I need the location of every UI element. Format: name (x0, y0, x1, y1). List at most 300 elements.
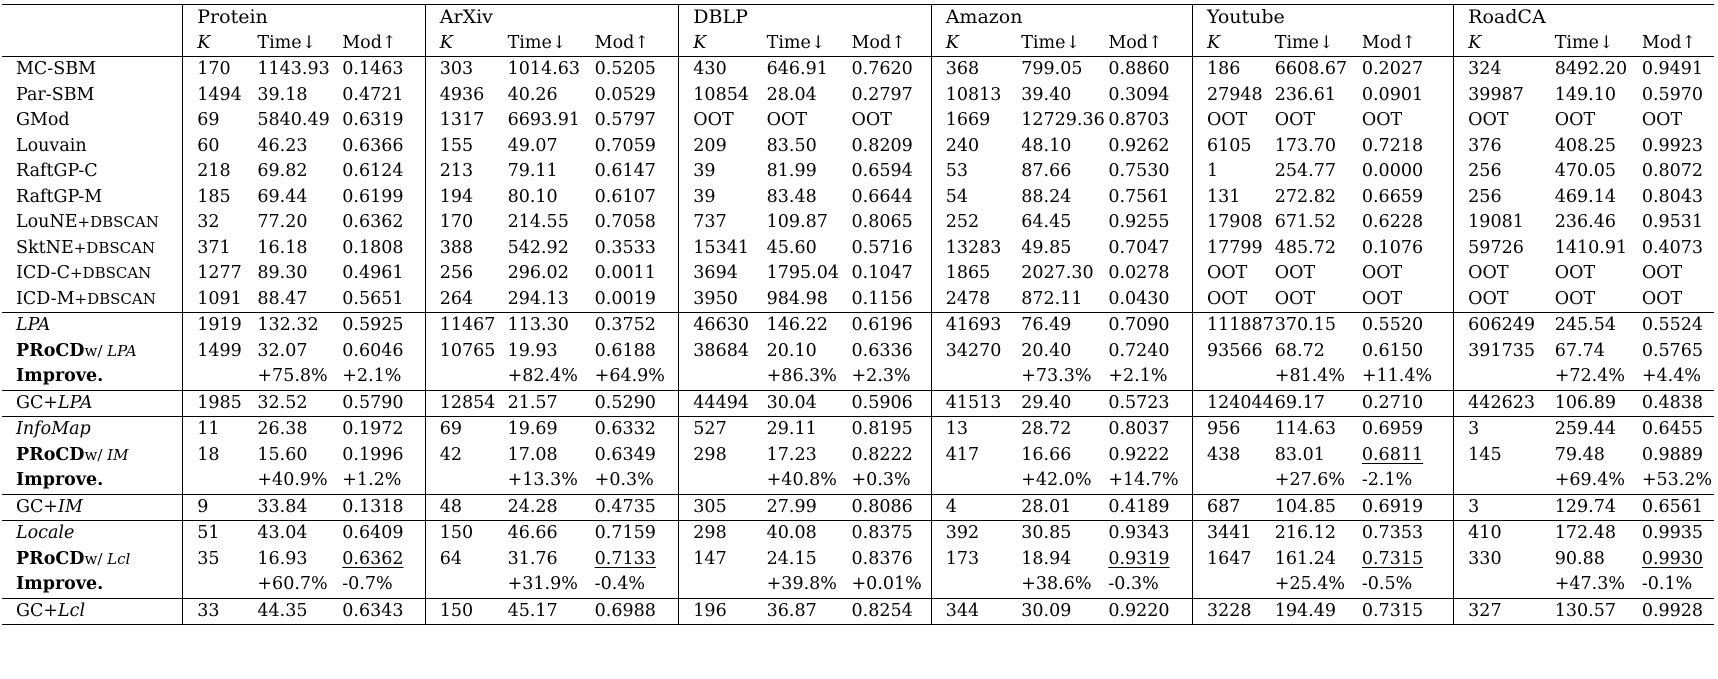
table-cell: 0.0529 (581, 83, 679, 109)
procd-row (2, 443, 1714, 469)
results-table (2, 4, 1714, 625)
table-cell: 53 (945, 161, 968, 181)
table-cell: 298 (693, 444, 727, 465)
method-name (2, 468, 183, 494)
table-cell: 48.10 (1021, 135, 1072, 156)
table-cell: 0.6362 (328, 547, 425, 573)
table-cell: +40.9% (257, 470, 328, 490)
k-header: K (1192, 31, 1260, 57)
table-cell: 32.07 (257, 340, 308, 361)
table-cell: 0.7620 (838, 57, 932, 83)
table-cell: 15.60 (257, 444, 308, 465)
table-cell: 16.93 (257, 548, 308, 569)
table-cell: 0.2710 (1348, 390, 1454, 417)
table-cell: 39 (693, 161, 716, 181)
table-cell: 687 (1192, 494, 1260, 521)
table-cell: 213 (439, 161, 474, 181)
method-suffix: +DBSCAN (74, 289, 156, 308)
table-cell: 0.7090 (1094, 313, 1192, 339)
table-cell: 10854 (693, 84, 749, 105)
table-cell: 1669 (945, 110, 991, 130)
table-cell: 21.57 (494, 390, 581, 417)
table-cell: 0.6046 (328, 339, 425, 365)
table-cell: 470.05 (1554, 161, 1616, 181)
method-label: Improve. (16, 574, 104, 594)
table-cell: 324 (1468, 59, 1502, 79)
table-cell: +2.3% (838, 364, 932, 390)
table-cell: 15341 (693, 237, 749, 258)
gc-row (2, 494, 1714, 521)
table-cell: 145 (1468, 444, 1502, 465)
table-cell: 186 (1206, 59, 1241, 79)
table-cell: 0.8065 (838, 210, 932, 236)
mod-header: Mod↑ (581, 31, 679, 57)
table-cell: 0.6196 (838, 313, 932, 339)
table-cell: +14.7% (1094, 468, 1192, 494)
table-cell: 26.38 (243, 417, 328, 443)
table-cell: 9 (183, 494, 244, 521)
table-cell: 149.10 (1554, 84, 1616, 105)
method-label: LPA (58, 392, 93, 413)
dataset-header-roadca: RoadCA (1454, 5, 1714, 31)
method-name (2, 83, 183, 109)
table-cell: 0.5723 (1094, 390, 1192, 417)
table-cell: 254.77 (1274, 161, 1337, 181)
table-cell: 90.88 (1554, 548, 1605, 569)
table-cell: 430 (693, 59, 727, 79)
table-cell: 170 (439, 212, 474, 232)
table-cell: OOT (693, 110, 734, 130)
table-cell: 0.6594 (838, 159, 932, 185)
table-cell: 54 (945, 186, 968, 207)
table-cell: 1143.93 (257, 59, 330, 79)
table-cell: +0.01% (838, 572, 932, 598)
table-cell: 16.66 (1021, 444, 1072, 465)
table-cell: 83.50 (766, 135, 817, 156)
table-cell: 11 (183, 417, 244, 443)
table-cell: 35 (197, 548, 220, 569)
table-cell (1192, 572, 1260, 598)
table-cell: 39.18 (257, 84, 308, 105)
table-cell: 0.9930 (1641, 548, 1704, 569)
method-name (2, 210, 183, 236)
method-label: PRoCD (16, 340, 85, 361)
table-cell: 39.40 (1021, 84, 1072, 105)
table-cell (183, 364, 244, 390)
table-cell: 28.01 (1007, 494, 1094, 521)
table-cell: 344 (931, 598, 1007, 625)
table-cell: 13 (931, 417, 1007, 443)
table-cell: OOT (1468, 288, 1509, 309)
method-name (2, 598, 183, 625)
table-cell: 469.14 (1554, 186, 1616, 207)
table-cell: 236.61 (1274, 84, 1337, 105)
table-cell: 0.8037 (1094, 417, 1192, 443)
table-cell: 1647 (1206, 548, 1252, 569)
mod-header: Mod↑ (1094, 31, 1192, 57)
table-cell: 41693 (931, 313, 1007, 339)
table-cell: 0.4073 (1641, 237, 1704, 258)
table-cell: 0.7218 (1348, 134, 1454, 160)
table-cell: 799.05 (1021, 59, 1083, 79)
base-method-row (2, 417, 1714, 443)
table-cell: 77.20 (257, 212, 308, 232)
table-cell: 256 (1468, 186, 1502, 207)
table-cell: 0.8086 (838, 494, 932, 521)
table-cell: 0.9928 (1628, 598, 1714, 625)
baseline-row (2, 108, 1714, 134)
table-cell: 0.1047 (838, 261, 932, 287)
table-cell: 0.6107 (581, 185, 679, 211)
table-cell: 194.49 (1261, 598, 1348, 625)
k-header: K (931, 31, 1007, 57)
table-cell: 150 (425, 521, 493, 547)
table-cell: 40.08 (753, 521, 838, 547)
table-cell: OOT (1206, 288, 1248, 309)
table-cell: 1494 (197, 84, 242, 105)
table-body (2, 57, 1714, 625)
time-header: Time↓ (1007, 31, 1094, 57)
table-cell: 88.47 (257, 288, 308, 309)
table-cell: 31.76 (507, 548, 558, 569)
table-cell: 214.55 (507, 212, 569, 232)
table-cell: 12729.36 (1021, 110, 1105, 130)
baseline-row (2, 57, 1714, 83)
table-cell: OOT (1348, 287, 1454, 313)
table-cell: 1 (1206, 161, 1219, 181)
table-cell: 0.7159 (581, 521, 679, 547)
table-cell: 89.30 (257, 263, 308, 283)
table-cell: 0.6362 (328, 210, 425, 236)
method-name (2, 159, 183, 185)
table-cell: 45.17 (494, 598, 581, 625)
method-name (2, 572, 183, 598)
table-cell: 0.9531 (1641, 212, 1704, 232)
table-cell: 27.99 (753, 494, 838, 521)
table-cell: 0.9343 (1094, 521, 1192, 547)
table-cell: 59726 (1468, 237, 1524, 258)
table-cell: 38684 (693, 340, 749, 361)
table-cell: 0.6366 (328, 134, 425, 160)
table-cell: 196 (679, 598, 753, 625)
table-cell: 2478 (945, 288, 991, 309)
table-cell: 170 (197, 59, 231, 79)
table-cell: 76.49 (1007, 313, 1094, 339)
table-cell: 0.8860 (1094, 57, 1192, 83)
table-cell: 1985 (183, 390, 244, 417)
table-cell: 410 (1454, 521, 1541, 547)
table-cell: 93566 (1206, 340, 1263, 361)
table-cell: 0.4721 (328, 83, 425, 109)
table-cell: 79.11 (507, 161, 558, 181)
method-label: Improve. (16, 470, 104, 490)
table-cell: 30.04 (753, 390, 838, 417)
table-cell: 185 (197, 186, 231, 207)
method-suffix: LPA (107, 341, 137, 360)
table-cell: 0.6561 (1628, 494, 1714, 521)
table-cell: +81.4% (1274, 366, 1346, 386)
table-cell: 19081 (1468, 212, 1524, 232)
table-cell: 114.63 (1261, 417, 1348, 443)
table-cell: 33 (183, 598, 244, 625)
table-cell: 20.10 (766, 340, 817, 361)
table-cell: 0.6988 (581, 598, 679, 625)
table-cell: 24.15 (766, 548, 817, 569)
baseline-row (2, 134, 1714, 160)
corner-cell (2, 5, 183, 31)
table-cell: 0.7530 (1094, 159, 1192, 185)
table-cell: 0.6228 (1348, 210, 1454, 236)
method-name (2, 443, 183, 469)
table-cell: 646.91 (766, 59, 828, 79)
table-cell: 0.7561 (1094, 185, 1192, 211)
table-cell: 79.48 (1554, 444, 1605, 465)
table-cell: 69 (425, 417, 493, 443)
method-label: RaftGP-M (16, 186, 103, 207)
table-cell: 1919 (183, 313, 244, 339)
table-cell: 32.52 (243, 390, 328, 417)
table-cell: 129.74 (1541, 494, 1628, 521)
table-cell: -0.1% (1641, 574, 1693, 594)
table-cell: 69.17 (1261, 390, 1348, 417)
mod-header: Mod↑ (328, 31, 425, 57)
table-cell: 294.13 (507, 288, 569, 309)
method-name (2, 261, 183, 287)
method-name (2, 547, 183, 573)
table-cell: 330 (1468, 548, 1502, 569)
table-cell: 113.30 (494, 313, 581, 339)
table-cell: 0.9889 (1641, 444, 1704, 465)
table-cell: 150 (425, 598, 493, 625)
table-cell: 42 (439, 444, 463, 465)
table-cell: 368 (945, 59, 980, 79)
table-cell: -0.3% (1094, 572, 1192, 598)
table-cell: 0.5205 (581, 57, 679, 83)
table-cell: 0.6659 (1348, 185, 1454, 211)
mod-header: Mod↑ (1628, 31, 1714, 57)
table-cell: OOT (1274, 288, 1316, 309)
table-cell: 1410.91 (1554, 237, 1628, 258)
table-cell: 371 (197, 237, 231, 258)
table-cell (931, 364, 1007, 390)
method-label: GC+ (16, 392, 59, 413)
method-name (2, 185, 183, 211)
table-cell: 438 (1206, 444, 1241, 465)
method-name (2, 364, 183, 390)
table-cell (1454, 468, 1541, 494)
table-cell: 0.2797 (838, 83, 932, 109)
table-cell: 0.9222 (1094, 443, 1192, 469)
table-cell: 4936 (439, 84, 485, 105)
table-cell: +1.2% (328, 468, 425, 494)
table-cell: 0.6336 (838, 339, 932, 365)
table-cell: 111887 (1192, 313, 1260, 339)
table-cell: 18.94 (1021, 548, 1072, 569)
table-cell: 0.7315 (1348, 598, 1454, 625)
table-cell: 28.04 (766, 84, 817, 105)
table-cell: 252 (945, 212, 980, 232)
method-label: MC-SBM (16, 59, 96, 79)
method-label: Locale (16, 523, 75, 543)
table-cell: 671.52 (1274, 212, 1337, 232)
table-cell: 36.87 (753, 598, 838, 625)
table-cell: 872.11 (1021, 288, 1083, 309)
table-cell: 106.89 (1541, 390, 1628, 417)
table-cell: 3694 (693, 263, 738, 283)
table-cell: 132.32 (243, 313, 328, 339)
table-cell: 0.9255 (1094, 210, 1192, 236)
method-suffix: w/ (84, 549, 108, 568)
table-cell: 0.5290 (581, 390, 679, 417)
method-name (2, 108, 183, 134)
method-label: PRoCD (16, 548, 85, 569)
method-suffix: Lcl (107, 549, 131, 568)
table-cell: 30.85 (1007, 521, 1094, 547)
table-cell: 0.9319 (1094, 547, 1192, 573)
table-cell (1454, 364, 1541, 390)
table-cell (931, 572, 1007, 598)
table-cell: 0.0011 (581, 261, 679, 287)
table-cell: 0.9262 (1094, 134, 1192, 160)
table-cell: OOT (1274, 110, 1316, 130)
table-cell: 218 (197, 161, 231, 181)
table-cell: 0.8222 (838, 443, 932, 469)
table-cell: 43.04 (243, 521, 328, 547)
table-cell: 173.70 (1274, 135, 1337, 156)
table-cell: 245.54 (1541, 313, 1628, 339)
table-cell: 6105 (1206, 135, 1252, 156)
table-cell: 24.28 (494, 494, 581, 521)
table-cell: OOT (1554, 263, 1596, 283)
table-cell: OOT (838, 108, 932, 134)
baseline-row (2, 287, 1714, 313)
table-cell: 3 (1454, 494, 1541, 521)
table-cell: 69.44 (257, 186, 308, 207)
method-label: ICD-M (16, 288, 75, 309)
table-cell (679, 572, 753, 598)
table-cell: 0.6959 (1348, 417, 1454, 443)
table-cell: 0.1996 (328, 443, 425, 469)
table-cell: 0.5925 (328, 313, 425, 339)
table-cell (183, 468, 244, 494)
table-cell: 39 (693, 186, 716, 207)
table-cell: 27948 (1206, 84, 1263, 105)
improve-row (2, 468, 1714, 494)
time-header: Time↓ (243, 31, 328, 57)
table-cell: OOT (1348, 108, 1454, 134)
table-cell: 0.8703 (1094, 108, 1192, 134)
k-header: K (183, 31, 244, 57)
base-method-row (2, 521, 1714, 547)
table-cell: 10765 (439, 340, 496, 361)
table-cell: 0.0278 (1094, 261, 1192, 287)
table-cell: 259.44 (1541, 417, 1628, 443)
table-cell: 256 (1468, 161, 1502, 181)
table-cell: 0.9220 (1094, 598, 1192, 625)
table-cell: 45.60 (766, 237, 817, 258)
dataset-header-dblp: DBLP (679, 5, 931, 31)
procd-row (2, 547, 1714, 573)
table-cell: 46.66 (494, 521, 581, 547)
table-cell: +42.0% (1021, 470, 1092, 490)
table-cell: 272.82 (1274, 186, 1337, 207)
method-name (2, 494, 183, 521)
table-cell: 527 (679, 417, 753, 443)
table-cell: 64.45 (1021, 212, 1072, 232)
table-cell: +40.8% (766, 470, 837, 490)
table-cell: 10813 (945, 84, 1002, 105)
table-cell (1192, 468, 1260, 494)
table-cell: 236.46 (1554, 212, 1616, 232)
table-cell: 146.22 (753, 313, 838, 339)
table-cell: +4.4% (1641, 366, 1701, 386)
table-cell: +2.1% (328, 364, 425, 390)
method-label: GC+ (16, 496, 59, 517)
table-cell: 327 (1454, 598, 1541, 625)
table-cell: 19.69 (494, 417, 581, 443)
table-cell: +86.3% (766, 366, 837, 386)
table-cell (425, 364, 493, 390)
table-cell: 0.6319 (328, 108, 425, 134)
table-cell: 0.5970 (1641, 84, 1704, 105)
table-cell: 0.1972 (328, 417, 425, 443)
table-cell: 130.57 (1541, 598, 1628, 625)
time-header: Time↓ (1261, 31, 1348, 57)
table-cell: 17.08 (507, 444, 558, 465)
method-label: InfoMap (16, 419, 91, 439)
table-cell: 39987 (1468, 84, 1524, 105)
table-cell: 0.6343 (328, 598, 425, 625)
method-name (2, 134, 183, 160)
table-cell: 40.26 (507, 84, 558, 105)
table-cell: 17799 (1206, 237, 1263, 258)
table-cell: +82.4% (507, 366, 578, 386)
table-cell: 83.01 (1274, 444, 1325, 465)
table-cell: 173 (945, 548, 980, 569)
table-cell: 0.4189 (1094, 494, 1192, 521)
table-cell: 34270 (945, 340, 1002, 361)
table-cell: 0.0901 (1348, 83, 1454, 109)
table-cell: -2.1% (1348, 468, 1454, 494)
corner-cell (2, 31, 183, 57)
method-name (2, 57, 183, 83)
table-cell: 0.7059 (581, 134, 679, 160)
method-label: Par-SBM (16, 84, 95, 105)
method-label: PRoCD (16, 444, 85, 465)
table-cell: 1091 (197, 288, 242, 309)
table-cell: 0.2027 (1348, 57, 1454, 83)
table-cell: +64.9% (581, 364, 679, 390)
table-cell: 256 (439, 263, 474, 283)
table-cell (425, 572, 493, 598)
dataset-header-protein: Protein (183, 5, 426, 31)
table-cell: OOT (1641, 110, 1683, 130)
table-cell: 1317 (439, 110, 485, 130)
table-cell: 172.48 (1541, 521, 1628, 547)
table-cell: 417 (945, 444, 980, 465)
baseline-row (2, 236, 1714, 262)
table-cell: 33.84 (243, 494, 328, 521)
table-cell: 28.72 (1007, 417, 1094, 443)
method-name (2, 287, 183, 313)
table-cell (1454, 572, 1541, 598)
table-cell: 60 (197, 135, 220, 156)
table-cell: 88.24 (1021, 186, 1072, 207)
table-cell: OOT (1348, 261, 1454, 287)
table-cell: OOT (1206, 263, 1248, 283)
table-cell: 51 (183, 521, 244, 547)
table-cell: 0.5790 (328, 390, 425, 417)
